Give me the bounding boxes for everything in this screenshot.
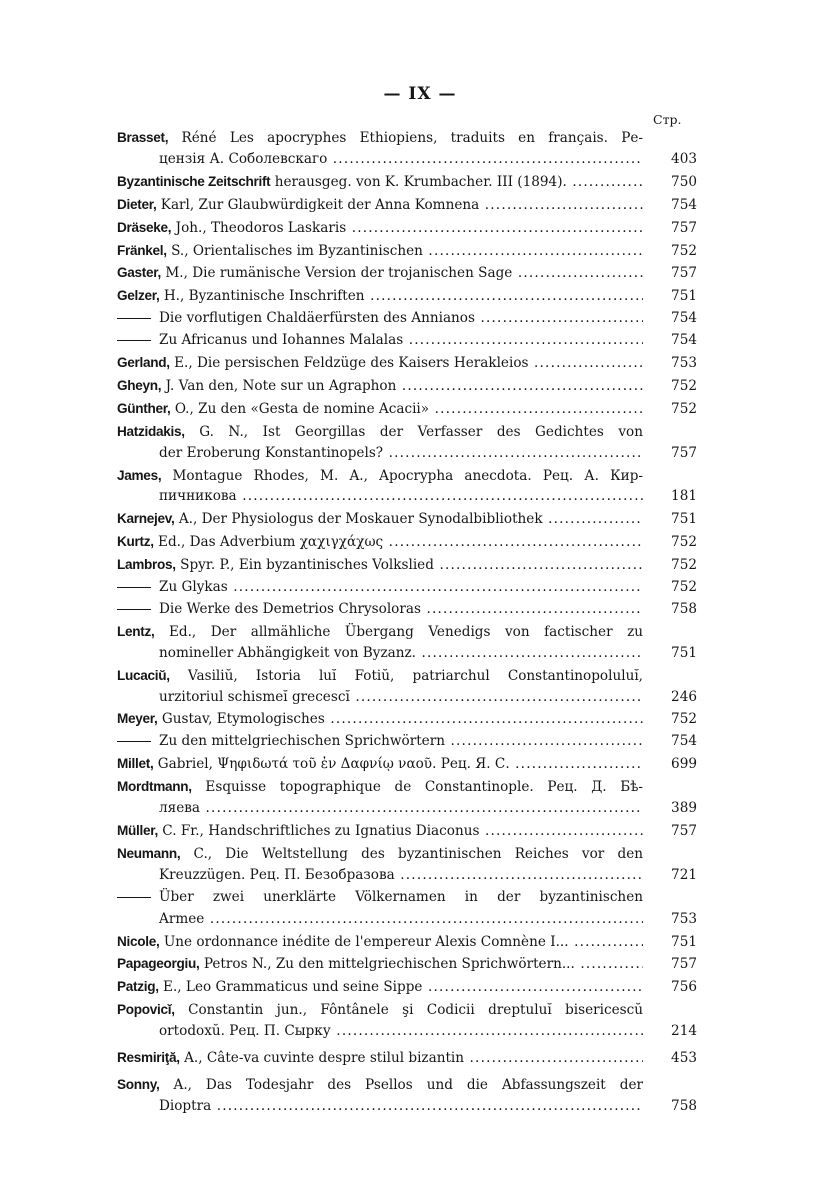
- entry-page-number: 246: [671, 688, 697, 705]
- entry-line: [117, 465, 643, 487]
- index-entry: [117, 375, 697, 398]
- entry-title: Spyr. P., Ein byzantinisches Volkslied .....: [180, 557, 643, 573]
- entry-author: Lentz,: [117, 623, 155, 639]
- index-entry: [117, 976, 697, 999]
- entry-title: Armee .....: [159, 911, 643, 927]
- entry-author: Fränkel,: [117, 242, 167, 258]
- entry-page-number: 752: [671, 579, 697, 596]
- entry-title: J. Van den, Note sur un Agraphon .....: [166, 378, 643, 394]
- index-entry: [117, 887, 697, 931]
- entry-title: urzitoriul schismeĭ grecescĭ .....: [159, 689, 643, 705]
- entry-line: [117, 149, 643, 171]
- entry-title: C. Fr., Handschriftliches zu Ignatius Diaconus .....: [162, 823, 643, 839]
- entry-author: Lucaciŭ,: [117, 667, 170, 683]
- entry-page-number: 754: [671, 733, 697, 750]
- entry-line: [117, 308, 643, 330]
- index-entry: [117, 999, 697, 1043]
- entry-line: [117, 1047, 643, 1070]
- index-entry: [117, 820, 697, 843]
- index-entry: [117, 194, 697, 217]
- index-entry: [117, 599, 697, 621]
- entry-line: [117, 486, 643, 508]
- entry-author: James,: [117, 467, 162, 483]
- entry-title: E., Leo Grammaticus und seine Sippe .....: [163, 979, 643, 995]
- entry-line: [117, 909, 643, 931]
- entry-author: Brasset,: [117, 130, 169, 145]
- index-entry: [117, 465, 697, 509]
- entry-title: A., Der Physiologus der Moskauer Synodalbibliothek .....: [179, 511, 643, 527]
- index-entry: [117, 330, 697, 352]
- entry-title: пичникова .....: [159, 488, 643, 504]
- entry-line: [117, 421, 643, 443]
- entry-page-number: 757: [671, 444, 697, 461]
- entry-page-number: 754: [671, 196, 697, 213]
- entry-line: [117, 508, 643, 531]
- entry-author: Günther,: [117, 400, 171, 416]
- index-entry: [117, 731, 697, 753]
- entry-title: Esquisse topographique de Constantinople. Рец. Д. Бѣ-: [205, 779, 643, 796]
- entry-author: Müller,: [117, 823, 158, 838]
- page-header: — IX —: [383, 84, 457, 104]
- entry-author: Neumann,: [117, 845, 181, 861]
- entry-title: Dioptra .....: [159, 1098, 643, 1114]
- entry-line: [117, 1021, 643, 1043]
- entry-title: C., Die Weltstellung des byzantinischen Reiches vor den: [193, 845, 643, 862]
- entry-line: [117, 127, 643, 149]
- entry-page-number: 752: [671, 377, 697, 394]
- entry-page-number: 757: [671, 956, 697, 973]
- entry-title: Constantin jun., Fôntânele şi Codicii dreptuluĭ bisericescŭ: [188, 1002, 643, 1019]
- index-entry: [117, 171, 697, 194]
- index-entry: [117, 554, 697, 577]
- index-entry: [117, 577, 697, 599]
- entry-author: Dräseke,: [117, 219, 172, 235]
- entry-author: Meyer,: [117, 711, 158, 727]
- entry-title: Gabriel, Ψηφιδωτά τοῦ ἐν Δαφνίῳ ναοῦ. Рец. Я. С. .....: [158, 756, 643, 772]
- ditto-dash: [117, 318, 151, 319]
- entry-page-number: 751: [671, 511, 697, 528]
- entry-title: Die vorflutigen Chaldäerfürsten des Annianos .....: [159, 310, 643, 326]
- index-entry: [117, 843, 697, 887]
- entry-line: [117, 443, 643, 465]
- entry-line: [117, 171, 643, 194]
- entry-line: [117, 865, 643, 887]
- entry-page-number: 758: [671, 1097, 697, 1114]
- entry-author: Resmiriţă,: [117, 1050, 180, 1066]
- index-entry: [117, 931, 697, 954]
- entry-line: [117, 976, 643, 999]
- ditto-dash: [117, 587, 151, 588]
- entry-line: [117, 687, 643, 709]
- entry-title: Karl, Zur Glaubwürdigkeit der Anna Komnena .....: [161, 197, 643, 213]
- entry-title: цензія А. Соболевскаго .....: [159, 151, 643, 167]
- index-entry: [117, 665, 697, 709]
- entry-title: Zu Glykas .....: [159, 579, 643, 595]
- index-entry: [117, 708, 697, 731]
- index-entry: [117, 1047, 697, 1070]
- entry-line: [117, 554, 643, 577]
- entry-title: Gustav, Etymologisches .....: [162, 711, 643, 727]
- index-entry: [117, 1074, 697, 1118]
- entry-title: Ed., Das Adverbium χαχιγχάχως .....: [158, 534, 643, 550]
- entry-line: [117, 285, 643, 308]
- entry-title: H., Byzantinische Inschriften .....: [164, 288, 643, 304]
- entry-line: [117, 820, 643, 843]
- index-entry: [117, 776, 697, 820]
- entry-line: [117, 375, 643, 398]
- index-entry: [117, 953, 697, 976]
- index-entry: [117, 621, 697, 665]
- entry-page-number: 751: [671, 933, 697, 950]
- entry-page-number: 751: [671, 644, 697, 661]
- entry-line: [117, 352, 643, 375]
- entry-author: Gerland,: [117, 355, 170, 371]
- entry-page-number: 453: [671, 1050, 697, 1067]
- index-entry: [117, 240, 697, 263]
- index-entry: [117, 217, 697, 240]
- entry-title: Die Werke des Demetrios Chrysoloras .....: [159, 601, 643, 617]
- page-column-label: Стр.: [653, 112, 682, 127]
- index-entry: [117, 352, 697, 375]
- entry-title: ortodoxŭ. Рец. П. Сырку .....: [159, 1023, 643, 1039]
- entry-page-number: 754: [671, 310, 697, 327]
- entry-title: Zu Africanus und Iohannes Malalas .....: [159, 332, 643, 348]
- entry-title: A., Das Todesjahr des Psellos und die Abfassungszeit der: [173, 1076, 643, 1093]
- entry-author: Dieter,: [117, 196, 157, 212]
- entry-author: Kurtz,: [117, 534, 154, 550]
- entry-page-number: 756: [671, 979, 697, 996]
- entry-title: A., Câte-va cuvinte despre stilul bizantin .....: [184, 1050, 643, 1066]
- ditto-dash: [117, 741, 151, 742]
- entry-author: Karnejev,: [117, 511, 175, 527]
- index-entry: [117, 262, 697, 285]
- entry-title: O., Zu den «Gesta de nomine Acacii» .....: [175, 401, 643, 417]
- entry-page-number: 403: [671, 150, 697, 167]
- entry-page-number: 751: [671, 288, 697, 305]
- entry-page-number: 754: [671, 332, 697, 349]
- entry-page-number: 699: [671, 756, 697, 773]
- entry-author: Papageorgiu,: [117, 956, 200, 972]
- entry-line: [117, 999, 643, 1021]
- entry-page-number: 757: [671, 823, 697, 839]
- entry-author: Gelzer,: [117, 288, 160, 304]
- entry-line: [117, 262, 643, 285]
- entry-author: Mordtmann,: [117, 779, 192, 795]
- entry-line: [117, 1074, 643, 1096]
- entry-title: M., Die rumänische Version der trojanischen Sage .....: [165, 265, 643, 281]
- entry-title: S., Orientalisches im Byzantinischen .....: [171, 243, 643, 259]
- entry-page-number: 757: [671, 265, 697, 282]
- ditto-dash: [117, 609, 151, 610]
- entry-line: [117, 753, 643, 776]
- entry-page-number: 758: [671, 600, 697, 617]
- entry-line: [117, 708, 643, 731]
- entry-page-number: 752: [671, 400, 697, 417]
- ditto-dash: [117, 340, 151, 341]
- entry-line: [117, 843, 643, 865]
- entry-page-number: 752: [671, 534, 697, 551]
- entry-title: herausgeg. von K. Krumbacher. III (1894). .....: [275, 174, 643, 190]
- entry-line: [117, 776, 643, 798]
- index-entry: [117, 421, 697, 465]
- entry-page-number: 181: [671, 488, 697, 505]
- entry-page-number: 214: [671, 1023, 697, 1040]
- entry-line: [117, 398, 643, 421]
- index-entry: [117, 398, 697, 421]
- entry-line: [117, 953, 643, 976]
- entry-line: [117, 621, 643, 643]
- entry-page-number: 752: [671, 557, 697, 574]
- entry-line: [117, 731, 643, 753]
- entry-author: Gaster,: [117, 265, 161, 281]
- entry-title: Joh., Theodoros Laskaris .....: [176, 220, 643, 236]
- entry-title: Petros N., Zu den mittelgriechischen Sprichwörtern... .....: [204, 956, 643, 972]
- entry-line: [117, 643, 643, 665]
- index-entry: [117, 753, 697, 776]
- entry-title: G. N., Ist Georgillas der Verfasser des Gedichtes von: [199, 423, 643, 440]
- entry-author: Millet,: [117, 756, 154, 772]
- entry-page-number: 389: [671, 800, 697, 817]
- index-entry: [117, 508, 697, 531]
- entry-title: Ed., Der allmähliche Übergang Venedigs von factischer zu: [168, 623, 643, 640]
- entry-title: nomineller Abhängigkeit von Byzanz. .....: [159, 645, 643, 661]
- entry-page-number: 752: [671, 711, 697, 728]
- entry-line: [117, 217, 643, 240]
- entry-line: [117, 931, 643, 954]
- entry-page-number: 752: [671, 242, 697, 259]
- entry-title: Réné Les apocryphes Ethiopiens, traduits en français. Ре-: [181, 130, 643, 146]
- entry-line: [117, 194, 643, 217]
- entry-title: Montague Rhodes, M. A., Apocrypha anecdota. Рец. А. Кир-: [172, 467, 643, 484]
- entry-title: der Eroberung Konstantinopels? .....: [159, 445, 643, 461]
- entry-title: Vasiliŭ, Istoria luĭ Fotiŭ, patriarchul Constantinopoluluĭ,: [187, 667, 643, 684]
- index-entry: [117, 127, 697, 171]
- entry-page-number: 753: [671, 910, 697, 927]
- entry-title: Zu den mittelgriechischen Sprichwörtern .....: [159, 733, 643, 749]
- entry-page-number: 721: [671, 866, 697, 883]
- entry-line: [117, 665, 643, 687]
- ditto-dash: [117, 897, 151, 898]
- entry-page-number: 750: [671, 173, 697, 190]
- entry-line: [117, 531, 643, 554]
- index-entry: [117, 531, 697, 554]
- entry-author: Popovicĭ,: [117, 1002, 175, 1018]
- entry-author: Lambros,: [117, 557, 176, 573]
- entry-line: [117, 240, 643, 263]
- entry-line: [117, 1096, 643, 1118]
- entry-line: [117, 798, 643, 820]
- entry-title: Une ordonnance inédite de l'empereur Alexis Comnène I... .....: [164, 934, 643, 950]
- entry-title: E., Die persischen Feldzüge des Kaisers Herakleios .....: [174, 355, 643, 371]
- entry-author: Nicole,: [117, 933, 160, 949]
- entry-page-number: 753: [671, 355, 697, 372]
- index-entry: [117, 308, 697, 330]
- entry-line: [117, 330, 643, 352]
- entry-author: Gheyn,: [117, 377, 162, 393]
- entry-author: Byzantinische Zeitschrift: [117, 173, 271, 189]
- entry-title: Kreuzzügen. Рец. П. Безобразова .....: [159, 867, 643, 883]
- entry-line: [117, 577, 643, 599]
- index-entry: [117, 285, 697, 308]
- entry-title: Über zwei unerklärte Völkernamen in der byzantinischen: [159, 888, 643, 905]
- index-entries: [117, 127, 697, 1118]
- entry-line: [117, 599, 643, 621]
- entry-author: Sonny,: [117, 1076, 160, 1092]
- entry-author: Patzig,: [117, 979, 159, 995]
- entry-page-number: 757: [671, 219, 697, 236]
- entry-title: ляева .....: [159, 800, 643, 816]
- entry-author: Hatzidakis,: [117, 423, 185, 439]
- entry-line: [117, 887, 643, 909]
